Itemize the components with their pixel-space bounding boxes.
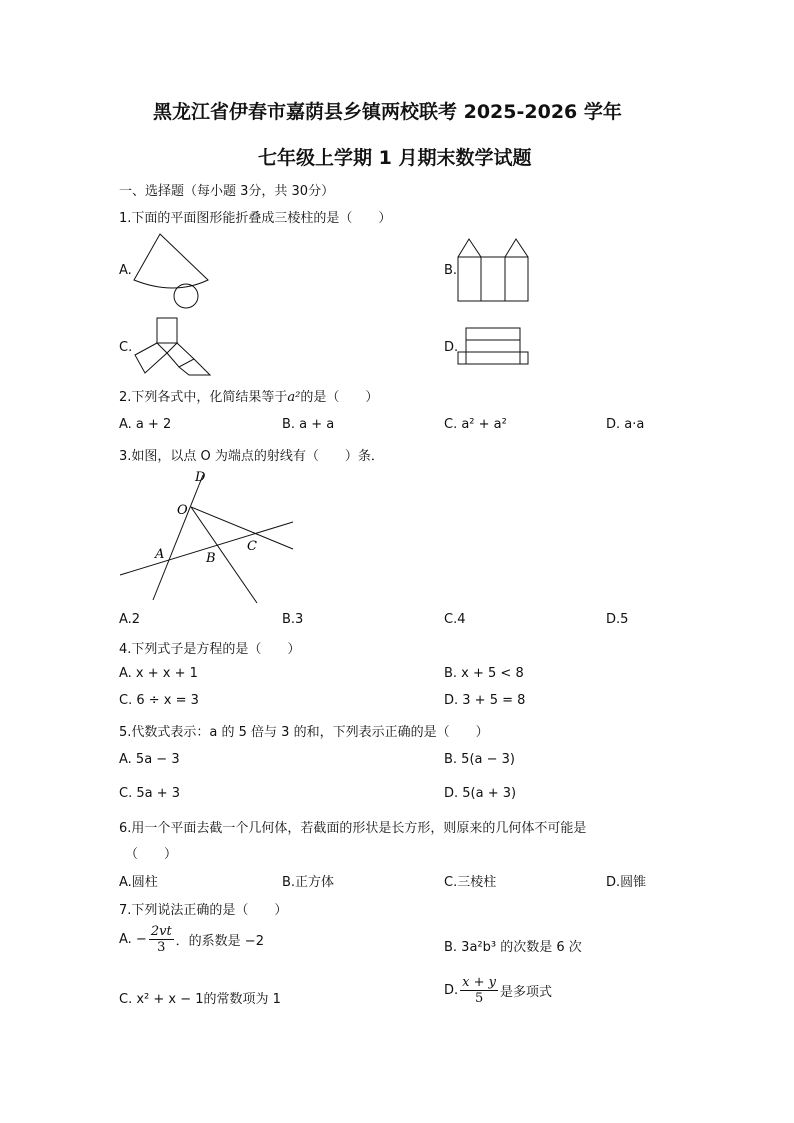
- question-6-stem: 6.用一个平面去截一个几何体，若截面的形状是长方形，则原来的几何体不可能是: [119, 821, 587, 836]
- question-5-option-d: D. 5(a + 3): [444, 786, 517, 801]
- question-2-option-a: A. a + 2: [119, 417, 172, 432]
- question-3-stem: 3.如图，以点 O 为端点的射线有（ ）条．: [119, 449, 384, 464]
- stacked-rectangles-net-figure: [455, 325, 535, 369]
- question-3-option-d: D.5: [606, 612, 629, 627]
- question-4-option-b: B. x + 5 < 8: [444, 666, 524, 681]
- point-label-a: A: [155, 547, 165, 562]
- q7d-denominator: 5: [474, 991, 484, 1006]
- point-label-b: B: [206, 551, 216, 566]
- question-7-option-d: [444, 975, 552, 1006]
- title-line-2: 七年级上学期 1 月期末数学试题: [258, 147, 532, 169]
- question-2-stem: [119, 386, 378, 405]
- q7a-pre: A. −: [119, 932, 147, 947]
- question-2-stem-post: 的是（ ）: [300, 390, 379, 405]
- q7a-numerator: 2vt: [150, 924, 172, 939]
- question-1-option-a: A.: [119, 263, 132, 278]
- question-3-option-b: B.3: [282, 612, 304, 627]
- question-1-stem: 1.下面的平面图形能折叠成三棱柱的是（ ）: [119, 211, 392, 226]
- question-1-option-c: C.: [119, 340, 133, 355]
- q7a-post: ．的系数是 −2: [175, 934, 264, 949]
- point-label-o: O: [177, 503, 188, 518]
- q7d-fraction: [460, 975, 498, 1006]
- question-2-option-c: C. a² + a²: [444, 417, 507, 432]
- title-line-1: 黑龙江省伊春市嘉荫县乡镇两校联考 2025-2026 学年: [153, 101, 622, 123]
- question-6-option-b: B.正方体: [282, 875, 335, 890]
- q7a-fraction: [149, 924, 174, 955]
- q7a-denominator: 3: [157, 940, 166, 955]
- question-1-option-d: D.: [444, 340, 459, 355]
- question-2-stem-math: a²: [287, 390, 301, 405]
- question-6-stem-cont: （ ）: [125, 847, 178, 862]
- point-label-d: D: [195, 470, 206, 485]
- point-label-c: C: [247, 539, 257, 554]
- triangle-rectangles-net-figure: [456, 237, 530, 305]
- question-4-option-c: C. 6 ÷ x = 3: [119, 693, 199, 708]
- question-5-option-a: A. 5a − 3: [119, 752, 180, 767]
- question-1-option-b: B.: [444, 263, 458, 278]
- q7d-post: 是多项式: [500, 985, 553, 1000]
- question-5-option-b: B. 5(a − 3): [444, 752, 515, 767]
- sector-circle-net-figure: [130, 230, 210, 312]
- question-3-option-a: A.2: [119, 612, 141, 627]
- question-5-stem: 5.代数式表示：a 的 5 倍与 3 的和，下列表示正确的是（ ）: [119, 725, 489, 740]
- question-7-stem: 7.下列说法正确的是（ ）: [119, 903, 288, 918]
- question-4-option-d: D. 3 + 5 = 8: [444, 693, 526, 708]
- section-heading: 一、选择题（每小题 3分，共 30分）: [119, 184, 335, 199]
- question-2-option-b: B. a + a: [282, 417, 335, 432]
- question-4-stem: 4.下列式子是方程的是（ ）: [119, 642, 301, 657]
- question-2-stem-pre: 2.下列各式中，化简结果等于: [119, 390, 288, 405]
- q7d-pre: D.: [444, 983, 459, 998]
- question-6-option-a: A.圆柱: [119, 875, 158, 890]
- question-4-option-a: A. x + x + 1: [119, 666, 198, 681]
- question-2-option-d: D. a·a: [606, 417, 645, 432]
- question-3-option-c: C.4: [444, 612, 466, 627]
- question-7-option-a: [119, 924, 264, 955]
- question-6-option-c: C.三棱柱: [444, 875, 497, 890]
- question-6-option-d: D.圆锥: [606, 875, 647, 890]
- question-5-option-c: C. 5a + 3: [119, 786, 181, 801]
- rays-diagram: [115, 465, 300, 610]
- q7d-numerator: x + y: [462, 975, 496, 990]
- prism-net-figure-c: [132, 315, 214, 379]
- question-7-option-c: C. x² + x − 1的常数项为 1: [119, 992, 281, 1007]
- question-7-option-b: B. 3a²b³ 的次数是 6 次: [444, 940, 582, 955]
